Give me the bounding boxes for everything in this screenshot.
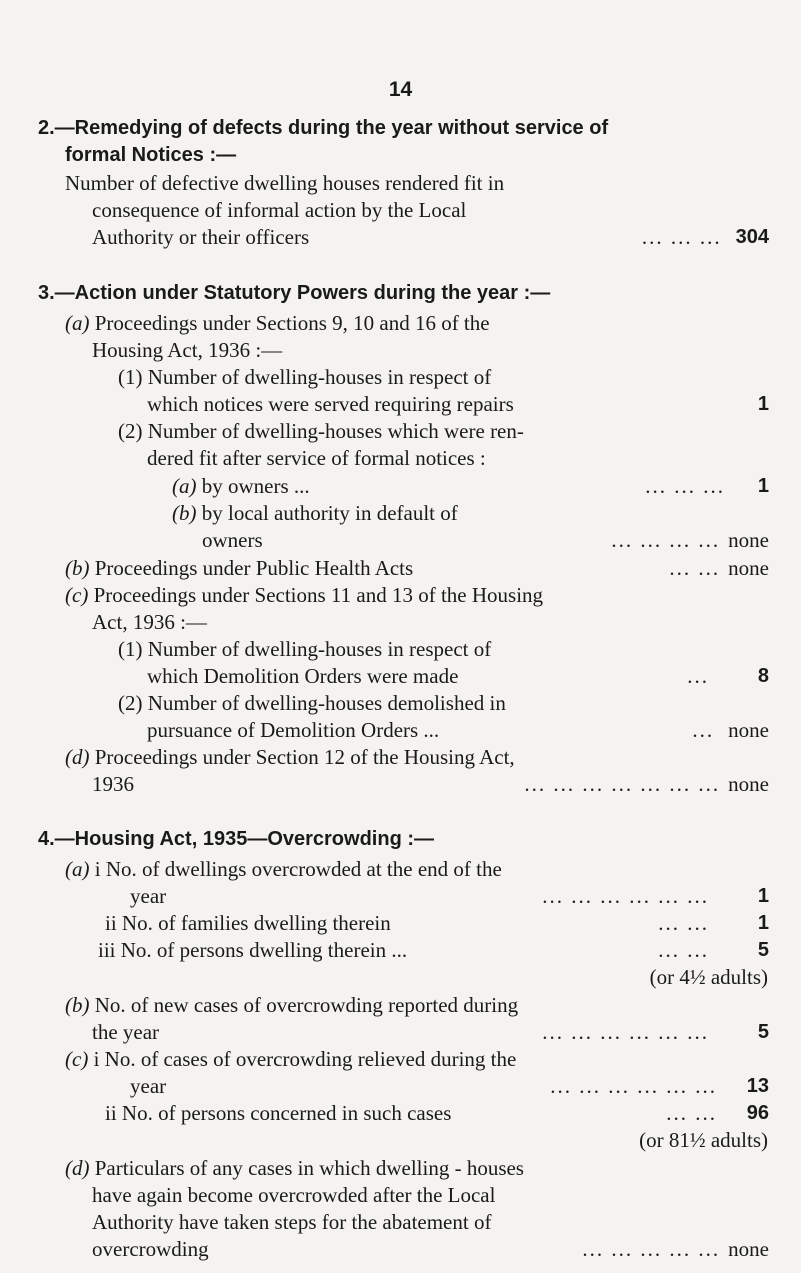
s3-a2b-line-1: by local authority in default of [201, 501, 458, 525]
s3-d-line-2: 1936 [92, 772, 134, 796]
s4-cii-text: ii No. of persons concerned in such cases [105, 1101, 452, 1125]
s3-a2a-value: 1 [757, 475, 769, 497]
s4-cii-value: 96 [746, 1102, 769, 1124]
s3-b-label-text: Proceedings under Public Health Acts [94, 556, 414, 580]
s3-c-line-1: Proceedings under Sections 11 and 13 of the Housing [93, 583, 544, 607]
leader-dots: ... ... [669, 556, 721, 580]
s3-a2a-label: (a) [172, 474, 197, 498]
s4-c [65, 1046, 516, 1073]
s4-d-line-4: overcrowding [92, 1237, 209, 1261]
s3-c1-value: 8 [757, 665, 769, 687]
s2-value: 304 [735, 226, 769, 248]
s3-d-line-1: Proceedings under Section 12 of the Housing Act, [94, 745, 515, 769]
s3-a2b-line-2: owners [202, 528, 263, 552]
page-number: 14 [388, 78, 413, 101]
section-2-heading [38, 115, 768, 169]
s4-aii-value: 1 [757, 912, 769, 934]
s3-c1-line-2: which Demolition Orders were made [147, 664, 459, 688]
s4-d-label: (d) [65, 1156, 90, 1180]
s4-ci-line-1: i No. of cases of overcrowding relieved during the [93, 1047, 517, 1071]
s4-aii-row [105, 910, 769, 937]
s3-d [65, 744, 515, 771]
s2-text-line-1: Number of defective dwelling houses rendered fit in [65, 171, 505, 195]
s3-d-row [92, 771, 769, 798]
leader-dots: ... ... ... ... ... [582, 1237, 721, 1261]
s3-a1-line-2: which notices were served requiring repairs [147, 392, 514, 416]
s3-c-line-2: Act, 1936 :— [92, 610, 207, 634]
s3-c2-line-1: (2) Number of dwelling-houses demolished in [118, 691, 506, 715]
s4-aiii-row [98, 937, 769, 964]
s3-a2-line-1: (2) Number of dwelling-houses which were ren- [118, 419, 524, 443]
s2-text-line-2: consequence of informal action by the Local [92, 198, 467, 222]
leader-dots: ... ... ... ... ... ... [542, 1020, 709, 1044]
s3-c-label: (c) [65, 583, 89, 607]
leader-dots: ... ... [666, 1101, 717, 1125]
s3-a2a-text [172, 473, 310, 500]
leader-dots: ... ... ... [645, 474, 725, 498]
s4-b-row [92, 1019, 769, 1046]
s4-d [65, 1155, 524, 1182]
s2-text-line-3: Authority or their officers [92, 225, 310, 249]
s3-a1-value: 1 [757, 393, 769, 415]
s4-c-label: (c) [65, 1047, 89, 1071]
leader-dots: ... [692, 718, 715, 742]
s3-a1-line-1: (1) Number of dwelling-houses in respect of [118, 365, 492, 389]
s4-ci-value: 13 [746, 1075, 769, 1097]
s4-cii-note: (or 81½ adults) [639, 1128, 768, 1152]
s4-aiii-note: (or 4½ adults) [649, 965, 768, 989]
s3-a1-row [147, 391, 769, 418]
s3-c2-value: none [728, 718, 769, 742]
s4-ai-line-2: year [130, 884, 167, 908]
section-2-heading-line-2: formal Notices :— [65, 144, 237, 166]
s4-d-line-1: Particulars of any cases in which dwelling - houses [94, 1156, 524, 1180]
s3-c [65, 582, 543, 609]
s4-b-label: (b) [65, 993, 90, 1017]
s4-b-line-2: the year [92, 1020, 160, 1044]
s2-row-total [92, 224, 769, 251]
leader-dots: ... ... ... [641, 225, 722, 249]
s4-ai-line-1: i No. of dwellings overcrowded at the end of the [94, 857, 502, 881]
s4-aii-text: ii No. of families dwelling therein [105, 911, 391, 935]
s3-a-line-2: Housing Act, 1936 :— [92, 338, 283, 362]
s3-c2-line-2: pursuance of Demolition Orders ... [147, 718, 440, 742]
s3-b-value: none [728, 556, 769, 580]
s3-b-text [65, 555, 413, 582]
s4-a-label: (a) [65, 857, 90, 881]
leader-dots: ... ... ... ... ... ... [550, 1074, 717, 1098]
s4-ai-row [130, 883, 769, 910]
section-2-heading-line-1: 2.—Remedying of defects during the year without service of [38, 117, 609, 139]
s4-aiii-text: iii No. of persons dwelling therein ... [98, 938, 408, 962]
section-3-heading: 3.—Action under Statutory Powers during the year :— [38, 282, 551, 304]
s3-d-label: (d) [65, 745, 90, 769]
leader-space [514, 391, 739, 418]
leader-dots: ... ... ... ... [611, 528, 721, 552]
s4-aiii-value: 5 [757, 939, 769, 961]
s3-a2b-value: none [728, 528, 769, 552]
s3-a-line-1: Proceedings under Sections 9, 10 and 16 of the [94, 311, 490, 335]
s3-a2b-row [202, 527, 769, 554]
s4-cii-row [105, 1100, 769, 1127]
s3-c1-row [147, 663, 769, 690]
s3-b-row [65, 555, 769, 582]
leader-dots: ... ... [658, 911, 709, 935]
s4-ai-value: 1 [757, 885, 769, 907]
s3-d-value: none [728, 772, 769, 796]
s3-a2a-label-text: by owners ... [201, 474, 310, 498]
s4-a [65, 856, 502, 883]
s4-d-row [92, 1236, 769, 1263]
s3-a2a-row [172, 473, 769, 500]
section-4-heading: 4.—Housing Act, 1935—Overcrowding :— [38, 828, 435, 850]
s4-ci-row [130, 1073, 769, 1100]
s3-a2-line-2: dered fit after service of formal notices : [147, 446, 486, 470]
s3-c1-line-1: (1) Number of dwelling-houses in respect of [118, 637, 492, 661]
s3-a2b [172, 500, 458, 527]
s3-a2b-label: (b) [172, 501, 197, 525]
leader-dots: ... ... ... ... ... ... ... [524, 772, 721, 796]
s3-a [65, 310, 490, 337]
s4-d-line-3: Authority have taken steps for the abatement of [92, 1210, 492, 1234]
s4-ci-line-2: year [130, 1074, 167, 1098]
leader-dots: ... [687, 664, 709, 688]
s4-d-value: none [728, 1237, 769, 1261]
s4-b-value: 5 [757, 1021, 769, 1043]
s3-b-label: (b) [65, 556, 90, 580]
s4-b [65, 992, 518, 1019]
s4-d-line-2: have again become overcrowded after the Local [92, 1183, 496, 1207]
s3-a-label: (a) [65, 311, 90, 335]
s3-c2-row [147, 717, 769, 744]
leader-dots: ... ... ... ... ... ... [542, 884, 709, 908]
leader-dots: ... ... [658, 938, 709, 962]
s4-b-line-1: No. of new cases of overcrowding reported during [94, 993, 519, 1017]
